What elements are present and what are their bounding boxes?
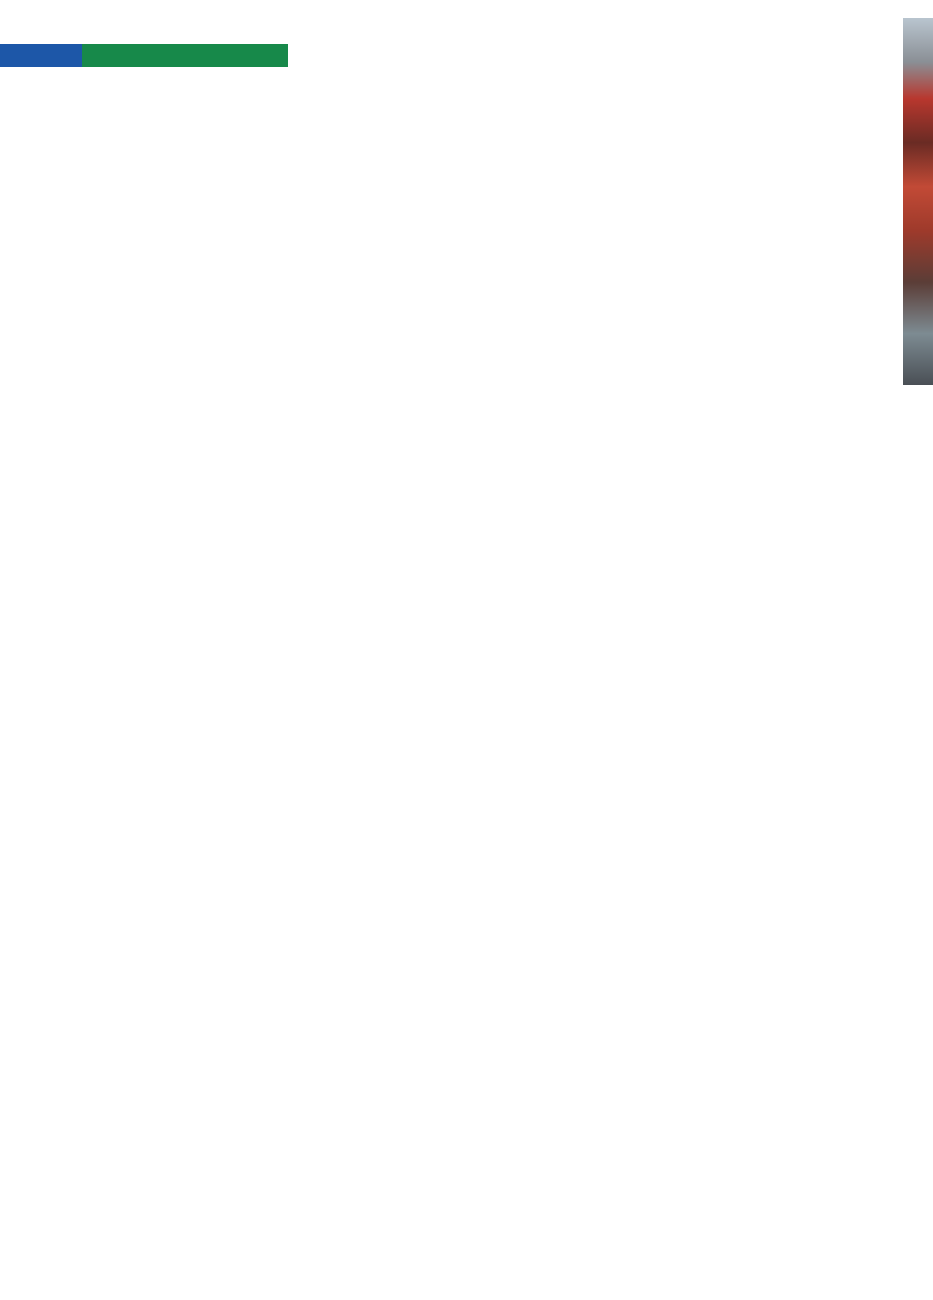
running-title — [82, 44, 288, 67]
photo-strip — [903, 18, 933, 385]
page-number — [36, 44, 78, 67]
